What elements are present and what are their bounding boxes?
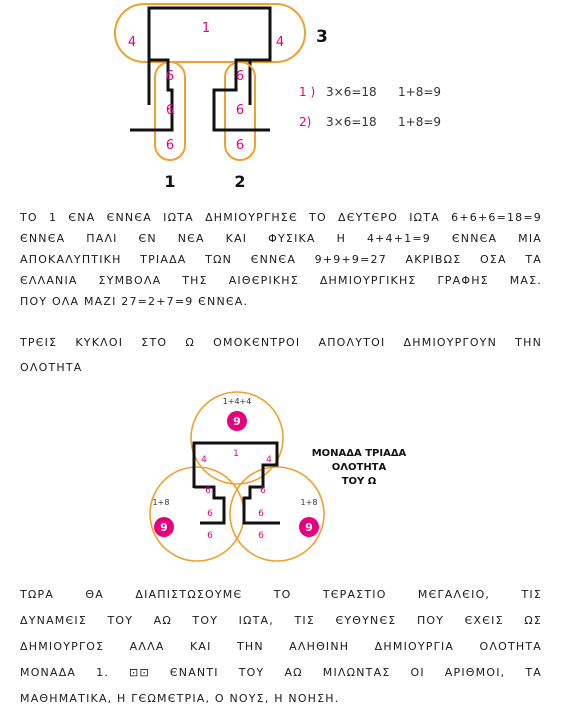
equation-2-a: 3×6=18: [326, 115, 377, 129]
leg-value: 6: [235, 69, 245, 84]
title-line-1: ΜΟΝΑΔΑ ΤΡΙΑΔΑ: [311, 448, 407, 459]
text-line: ΔΥΝΑΜЄΙΣ ΤΟΥ ΑΩ ΤΟΥ ΙΩΤΑ, ΤΙΣ ЄΥΘΥΝЄΣ ΠΟΥ ЄΧЄΙΣ ΩΣ: [20, 614, 542, 627]
six-value: 6: [258, 509, 264, 519]
six-value: 6: [258, 531, 264, 541]
inner-right: 4: [266, 455, 272, 465]
six-value: 6: [205, 486, 211, 496]
figure-three-circles: [140, 390, 440, 575]
side-right-number: 4: [275, 35, 285, 50]
nine-top: 9: [233, 415, 241, 428]
leg-value: 6: [165, 138, 175, 153]
text-line: ЄΝΝЄΑ ΠΑΛΙ ЄΝ ΝЄΑ ΚΑΙ ΦΥΣΙΚΑ Η 4+4+1=9 ЄΝΝЄΑ ΜΙΑ: [20, 232, 542, 245]
text-line: ЄΛΛΑΝΙΑ ΣΥΜΒΟΛΑ ΤΗΣ ΑΙΘЄΡΙΚΗΣ ΔΗΜΙΟΥΡΓΙΚΗΣ ΓΡΑΦΗΣ ΜΑΣ.: [20, 274, 542, 287]
text-line: ΠΟΥ ΟΛΑ ΜΑΖΙ 27=2+7=9 ЄΝΝЄΑ.: [20, 295, 249, 308]
text-line: ΤΟ 1 ЄΝΑ ЄΝΝЄΑ ΙΩΤΑ ΔΗΜΙΟΥΡΓΗΣЄ ΤΟ ΔЄΥΤЄΡΟ ΙΩΤΑ 6+6+6=18=9: [20, 211, 542, 224]
text-line: ΤΡЄΙΣ ΚΥΚΛΟΙ ΣΤΟ Ω ΟΜΟΚЄΝΤΡΟΙ ΑΠΟΛΥΤΟΙ ΔΗΜΙΟΥΡΓΟΥΝ ΤΗΝ: [20, 336, 542, 349]
text-line: ΑΠΟΚΑΛΥΠΤΙΚΗ ΤΡΙΑΔΑ ΤΩΝ ЄΝΝЄΑ 9+9+9=27 ΑΚΡΙΒΩΣ ΟΣΑ ΤΑ: [20, 253, 542, 266]
text-line: ΜΟΝΑΔΑ 1. ⊡⊡ ЄΝΑΝΤΙ ΤΟΥ ΑΩ ΜΙΛΩΝΤΑΣ ΟΙ ΑΡΙΘΜΟΙ, ΤΑ: [20, 666, 542, 679]
left-sum: 1+8: [152, 498, 170, 507]
equation-2-b: 1+8=9: [398, 115, 442, 129]
right-sum: 1+8: [300, 498, 318, 507]
leg-value: 6: [235, 138, 245, 153]
side-left-number: 4: [127, 35, 137, 50]
equation-1-a: 3×6=18: [326, 85, 377, 99]
text-line: ΔΗΜΙΟΥΡΓΟΣ ΑΛΛΑ ΚΑΙ ΤΗΝ ΑΛΗΘΙΝΗ ΔΗΜΙΟΥΡΓΙΑ ΟΛΟΤΗΤΑ: [20, 640, 542, 653]
leg-value: 6: [235, 103, 245, 118]
equation-1-b: 1+8=9: [398, 85, 442, 99]
leg-label-2: 2: [234, 172, 246, 191]
leg-value: 6: [165, 103, 175, 118]
equation-1-number: 1 ): [299, 85, 316, 99]
nine-right: 9: [305, 521, 313, 534]
top-sum: 1+4+4: [222, 397, 252, 406]
title-line-3: ΤΟΥ Ω: [341, 476, 377, 487]
paragraph-3: [20, 582, 542, 712]
nine-left: 9: [160, 521, 168, 534]
text-line: ΤΩΡΑ ΘΑ ΔΙΑΠΙΣΤΩΣΟΥΜЄ ΤΟ ΤЄΡΑΣΤΙΟ ΜЄΓΑΛЄΙΟ, ΤΙΣ: [20, 588, 542, 601]
leg-label-1: 1: [164, 172, 176, 191]
paragraph-2: [20, 330, 542, 380]
paragraph-1: [20, 207, 542, 312]
top-number: 1: [201, 21, 211, 36]
title-line-2: ΟΛΟΤΗΤΑ: [331, 462, 387, 473]
inner-left: 4: [201, 455, 207, 465]
equation-2-number: 2): [299, 115, 312, 129]
center-one: 1: [233, 449, 239, 459]
text-line: ΜΑΘΗΜΑΤΙΚΑ, Η ΓЄΩΜЄΤΡΙΑ, Ο ΝΟΥΣ, Η ΝΟΗΣΗ.: [20, 692, 340, 705]
group-label: 3: [316, 27, 328, 47]
six-value: 6: [207, 509, 213, 519]
six-value: 6: [207, 531, 213, 541]
leg-value: 6: [165, 69, 175, 84]
six-value: 6: [260, 486, 266, 496]
text-line: ΟΛΟΤΗΤΑ: [20, 361, 83, 374]
figure-iota-structure: [90, 0, 490, 195]
